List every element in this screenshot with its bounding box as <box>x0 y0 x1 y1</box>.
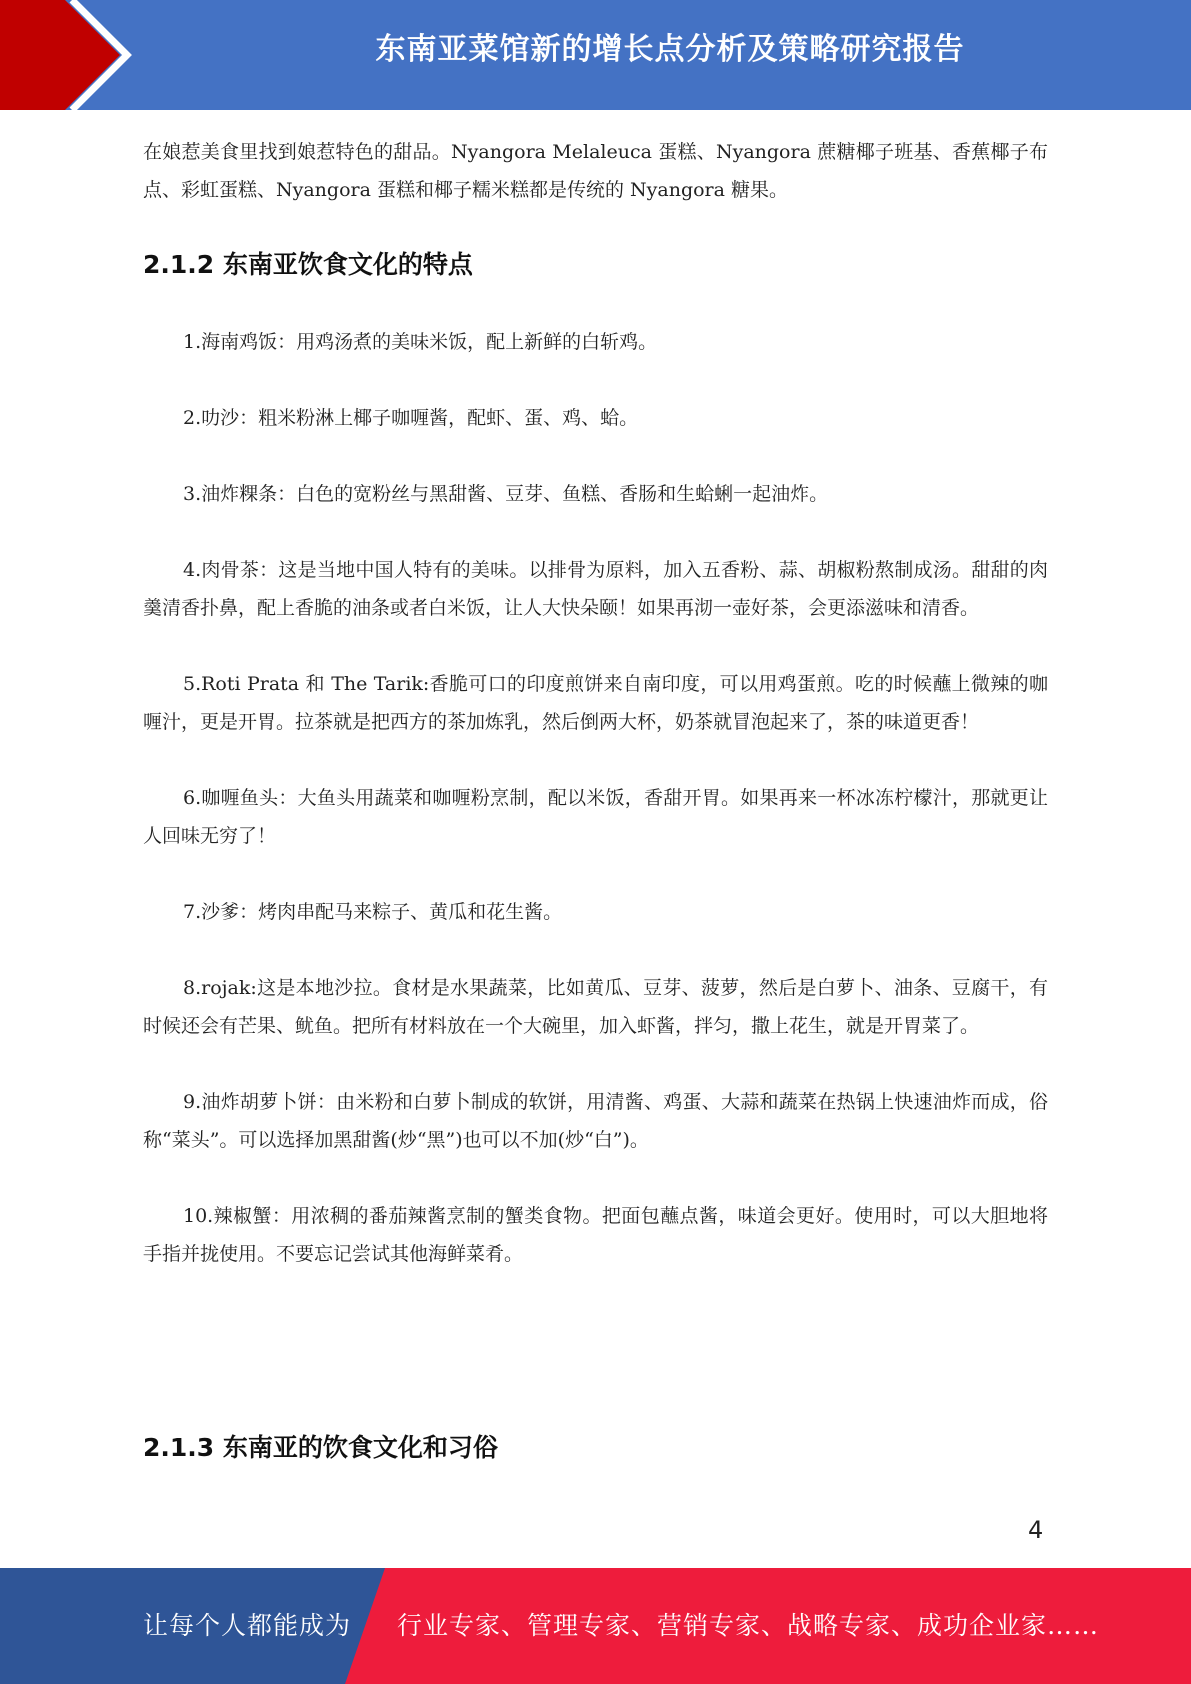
list-item: 6.咖喱鱼头：大鱼头用蔬菜和咖喱粉烹制，配以米饭，香甜开胃。如果再来一杯冰冻柠檬汁，那就更让人回味无穷了！ <box>143 787 1048 847</box>
header-red-arrow <box>0 0 120 110</box>
intro-paragraph: 在娘惹美食里找到娘惹特色的甜品。Nyangora Melaleuca 蛋糕、Nyangora 蔗糖椰子班基、香蕉椰子布点、彩虹蛋糕、Nyangora 蛋糕和椰子糯米糕都是传统的 Nyangora 糖果。 <box>143 141 1048 201</box>
page-number: 4 <box>1028 1516 1044 1544</box>
footer-slogan-left: 让每个人都能成为 <box>143 1611 352 1640</box>
footer-slogan-right: 行业专家、管理专家、营销专家、战略专家、成功企业家…… <box>397 1611 1100 1640</box>
page-header <box>0 0 1191 110</box>
header-arrow-decoration <box>0 0 150 110</box>
page-footer <box>0 1568 1191 1684</box>
dish-list <box>143 323 1048 1311</box>
list-item: 10.辣椒蟹：用浓稠的番茄辣酱烹制的蟹类食物。把面包蘸点酱，味道会更好。使用时，可以大胆地将手指并拢使用。不要忘记尝试其他海鲜菜肴。 <box>143 1205 1048 1265</box>
list-item: 1.海南鸡饭：用鸡汤煮的美味米饭，配上新鲜的白斩鸡。 <box>183 331 658 353</box>
report-title: 东南亚菜馆新的增长点分析及策略研究报告 <box>375 32 965 67</box>
list-item: 5.Roti Prata 和 The Tarik:香脆可口的印度煎饼来自南印度，可以用鸡蛋煎。吃的时候蘸上微辣的咖喱汁，更是开胃。拉茶就是把西方的茶加炼乳，然后倒两大杯，奶茶就冒泡起来了，茶的味道更香！ <box>143 673 1048 733</box>
list-item: 7.沙爹：烤肉串配马来粽子、黄瓜和花生酱。 <box>183 901 563 923</box>
list-item: 8.rojak:这是本地沙拉。食材是水果蔬菜，比如黄瓜、豆芽、菠萝，然后是白萝卜、油条、豆腐干，有时候还会有芒果、鱿鱼。把所有材料放在一个大碗里，加入虾酱，拌匀，撒上花生，就是开胃菜了。 <box>143 977 1048 1037</box>
section-heading-2-1-3: 2.1.3 东南亚的饮食文化和习俗 <box>143 1433 498 1462</box>
section-heading-2-1-2: 2.1.2 东南亚饮食文化的特点 <box>143 250 473 279</box>
list-item: 4.肉骨茶：这是当地中国人特有的美味。以排骨为原料，加入五香粉、蒜、胡椒粉熬制成汤。甜甜的肉羹清香扑鼻，配上香脆的油条或者白米饭，让人大快朵颐！如果再沏一壶好茶，会更添滋味和清香。 <box>143 559 1048 619</box>
list-item: 9.油炸胡萝卜饼：由米粉和白萝卜制成的软饼，用清酱、鸡蛋、大蒜和蔬菜在热锅上快速油炸而成，俗称“菜头”。可以选择加黑甜酱(炒“黑”)也可以不加(炒“白”)。 <box>143 1091 1048 1151</box>
list-item: 2.叻沙：粗米粉淋上椰子咖喱酱，配虾、蛋、鸡、蛤。 <box>183 407 639 429</box>
list-item: 3.油炸粿条：白色的宽粉丝与黑甜酱、豆芽、鱼糕、香肠和生蛤蜊一起油炸。 <box>183 483 829 505</box>
